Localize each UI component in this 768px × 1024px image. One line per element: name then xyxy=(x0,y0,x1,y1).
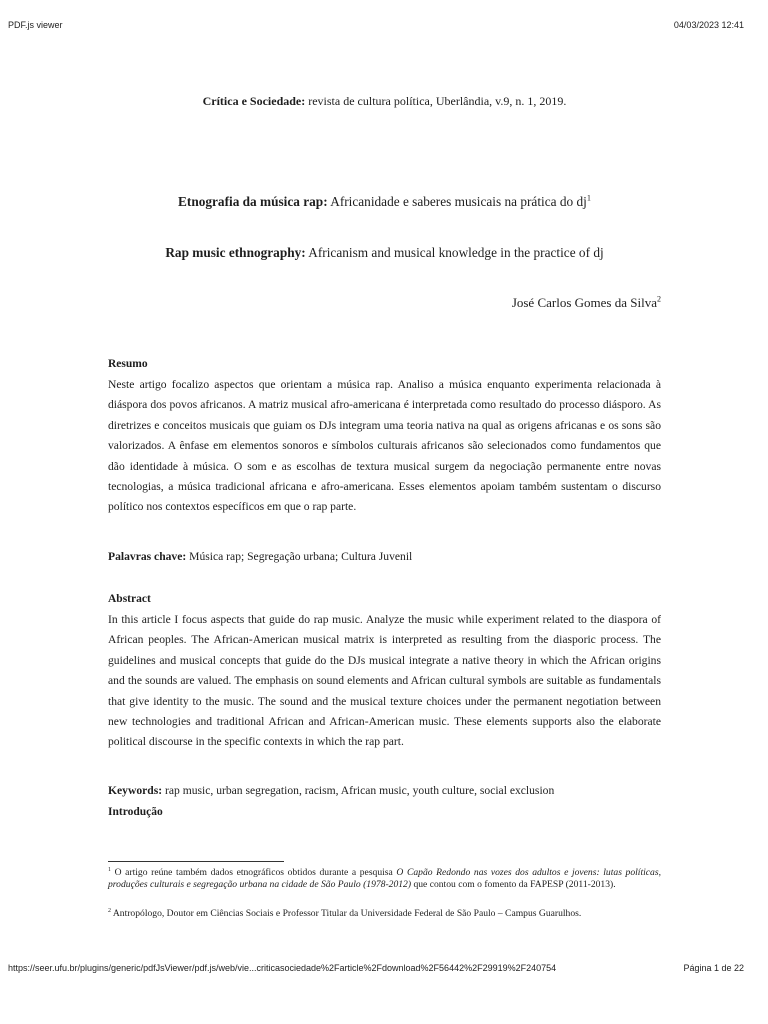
keywords-text: rap music, urban segregation, racism, African music, youth culture, social exclusion xyxy=(165,784,555,797)
abstract-text: In this article I focus aspects that guide do rap music. Analyze the music while experiment related to the diaspora of African peoples. The African-American musical matrix is interpreted as resulting from the diasporic process. The guidelines and musical concepts that guide do the DJs musical integrate a native theory in which the African origins and the sounds are valued. The emphasis on sound elements and African cultural symbols are suitable as fundamentals that give identity to the music. The sound and the musical texture choices under the permanent negotiation between new technologies and traditional African and African-American music. These elements supports also the elaborate political discourse in the specific contexts in which the rap part. xyxy=(108,613,661,749)
print-datetime: 04/03/2023 12:41 xyxy=(673,20,744,30)
footnote-ref-1[interactable]: 1 xyxy=(586,193,591,203)
footnote-1-italic: O Capão Redondo nas vozes dos adultos e jovens: lutas políticas, produções culturais e segregação urbana na cidade de São Paulo (1978-2012) xyxy=(108,867,661,890)
footnote-2-mark: 2 xyxy=(108,907,111,914)
footnote-1-text-a: O artigo reúne também dados etnográficos obtidos durante a pesquisa xyxy=(110,867,397,878)
keywords xyxy=(108,784,661,797)
footnote-2-text: Antropólogo, Doutor em Ciências Sociais e Professor Titular da Universidade Federal de São Paulo – Campus Guarulhos. xyxy=(110,908,582,919)
keywords-label: Keywords: xyxy=(108,784,163,797)
palavras-chave xyxy=(108,550,661,563)
footnote-1-mark: 1 xyxy=(108,866,111,873)
footnote-divider xyxy=(108,861,284,862)
introducao-heading: Introdução xyxy=(108,806,163,818)
author-line xyxy=(512,295,661,311)
title-pt-rest: Africanidade e saberes musicais na prática do dj xyxy=(330,194,587,209)
footnote-ref-2[interactable]: 2 xyxy=(656,294,661,304)
resumo-heading: Resumo xyxy=(108,358,148,370)
footnote-2 xyxy=(108,908,661,920)
title-en-rest: Africanism and musical knowledge in the practice of dj xyxy=(308,245,604,260)
print-footer xyxy=(0,963,768,977)
footnote-1-text-b: que contou com o fomento da FAPESP (2011-2013). xyxy=(411,878,616,890)
author-name: José Carlos Gomes da Silva xyxy=(511,295,657,310)
article-title-pt xyxy=(108,194,661,210)
resumo-text: Neste artigo focalizo aspectos que orientam a música rap. Analiso a música enquanto experimenta relacionada à diáspora dos povos africanos. A matriz musical afro-americana é interpretada como resultado do processo diásporo. As diretrizes e conceitos musicais que guiam os DJs integram uma teoria nativa na qual as origens africanas e os sons são valorizados. A ênfase em elementos sonoros e símbolos culturais africanos são selecionados como fundamentos que dão identidade à música. O som e as escolhas de textura musical surgem da negociação permanente entre novas tecnologias, a música tradicional africana e afro-americana. Esses elementos apoiam também sustentam o discurso político nos contextos específicos em que o rap parte. xyxy=(108,378,661,514)
footnote-1 xyxy=(108,867,661,891)
journal-details: revista de cultura política, Uberlândia, v.9, n. 1, 2019. xyxy=(308,94,567,108)
title-pt-bold: Etnografia da música rap: xyxy=(178,194,328,209)
journal-name: Crítica e Sociedade: xyxy=(202,94,306,108)
palavras-chave-text: Música rap; Segregação urbana; Cultura Juvenil xyxy=(189,550,413,563)
page-url: https://seer.ufu.br/plugins/generic/pdfJsViewer/pdf.js/web/vie...criticasociedade%2Farticle%2Fdownload%2F56442%2F29919%2F240754 xyxy=(8,963,557,973)
pdf-page xyxy=(108,0,661,960)
palavras-chave-label: Palavras chave: xyxy=(108,550,187,563)
page-number: Página 1 de 22 xyxy=(683,963,744,973)
title-en-bold: Rap music ethnography: xyxy=(165,245,306,260)
abstract-heading: Abstract xyxy=(108,593,151,605)
app-title: PDF.js viewer xyxy=(8,20,63,30)
article-title-en xyxy=(108,245,661,261)
journal-citation xyxy=(108,94,661,109)
